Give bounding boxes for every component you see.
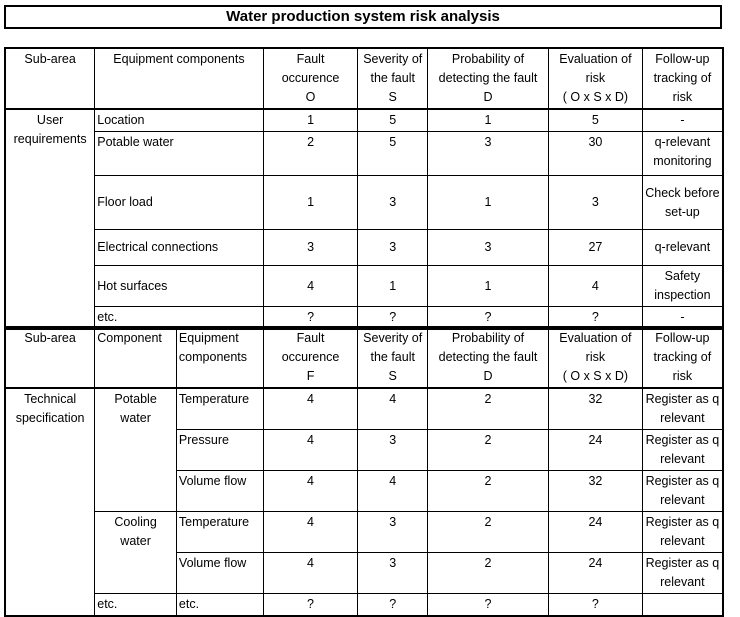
- table-row: [5, 109, 723, 132]
- risk-cell: 24: [549, 553, 643, 594]
- probability-cell: 2: [428, 430, 549, 471]
- follow-up-cell: Register as q relevant: [642, 430, 723, 471]
- follow-up-cell: Register as q relevant: [642, 512, 723, 553]
- header-follow-up: Follow-up tracking of risk: [642, 48, 723, 109]
- severity-cell: 3: [358, 512, 428, 553]
- fault-cell: 1: [263, 109, 358, 132]
- severity-cell: ?: [358, 594, 428, 617]
- component-cell: etc.: [95, 307, 263, 330]
- probability-cell: ?: [428, 594, 549, 617]
- probability-cell: 1: [428, 266, 549, 307]
- severity-cell: 3: [358, 430, 428, 471]
- equipment-cell: Temperature: [176, 512, 263, 553]
- fault-cell: 4: [263, 388, 358, 430]
- follow-up-cell: -: [642, 109, 723, 132]
- sub-area-cell: User requirements: [5, 109, 95, 329]
- header-fault-occurence: Fault occurence F: [263, 327, 358, 388]
- fault-cell: 4: [263, 512, 358, 553]
- severity-cell: 5: [358, 132, 428, 176]
- table-header-row: [5, 48, 723, 109]
- header-sub-area: Sub-area: [5, 48, 95, 109]
- header-probability: Probability of detecting the fault D: [428, 327, 549, 388]
- severity-cell: 3: [358, 230, 428, 266]
- equipment-cell: Volume flow: [176, 471, 263, 512]
- header-probability: Probability of detecting the fault D: [428, 48, 549, 109]
- probability-cell: 2: [428, 471, 549, 512]
- fault-cell: 4: [263, 430, 358, 471]
- header-severity: Severity of the fault S: [358, 327, 428, 388]
- header-sub-area: Sub-area: [5, 327, 95, 388]
- probability-cell: 3: [428, 132, 549, 176]
- risk-cell: 3: [549, 176, 643, 230]
- equipment-cell: etc.: [176, 594, 263, 617]
- risk-cell: 24: [549, 512, 643, 553]
- table-row: [5, 388, 723, 430]
- table-row: [5, 132, 723, 176]
- fault-cell: 1: [263, 176, 358, 230]
- fault-cell: ?: [263, 307, 358, 330]
- user-requirements-table: [4, 47, 724, 330]
- severity-cell: 4: [358, 388, 428, 430]
- follow-up-cell: Register as q relevant: [642, 388, 723, 430]
- header-follow-up: Follow-up tracking of risk: [642, 327, 723, 388]
- table-row: [5, 176, 723, 230]
- severity-cell: 3: [358, 176, 428, 230]
- page-title: Water production system risk analysis: [4, 5, 722, 29]
- severity-cell: 5: [358, 109, 428, 132]
- follow-up-cell: Register as q relevant: [642, 471, 723, 512]
- table-row: [5, 266, 723, 307]
- equipment-cell: Pressure: [176, 430, 263, 471]
- risk-cell: 4: [549, 266, 643, 307]
- probability-cell: 2: [428, 388, 549, 430]
- equipment-cell: Temperature: [176, 388, 263, 430]
- probability-cell: 2: [428, 512, 549, 553]
- follow-up-cell: q-relevant monitoring: [642, 132, 723, 176]
- fault-cell: 4: [263, 553, 358, 594]
- header-component: Component: [95, 327, 177, 388]
- fault-cell: 4: [263, 471, 358, 512]
- header-severity: Severity of the fault S: [358, 48, 428, 109]
- risk-cell: 30: [549, 132, 643, 176]
- technical-specification-table: [4, 326, 724, 617]
- risk-cell: 32: [549, 388, 643, 430]
- table-row: [5, 594, 723, 617]
- component-cell: etc.: [95, 594, 177, 617]
- header-evaluation: Evaluation of risk ( O x S x D): [549, 48, 643, 109]
- severity-cell: ?: [358, 307, 428, 330]
- component-cell: Location: [95, 109, 263, 132]
- component-cell: Electrical connections: [95, 230, 263, 266]
- severity-cell: 4: [358, 471, 428, 512]
- probability-cell: 3: [428, 230, 549, 266]
- header-fault-occurence: Fault occurence O: [263, 48, 358, 109]
- probability-cell: 1: [428, 109, 549, 132]
- probability-cell: ?: [428, 307, 549, 330]
- header-equipment-components: Equipment components: [176, 327, 263, 388]
- header-equipment-components: Equipment components: [95, 48, 263, 109]
- risk-cell: 5: [549, 109, 643, 132]
- risk-cell: ?: [549, 594, 643, 617]
- equipment-cell: Volume flow: [176, 553, 263, 594]
- risk-cell: ?: [549, 307, 643, 330]
- follow-up-cell: Register as q relevant: [642, 553, 723, 594]
- risk-cell: 27: [549, 230, 643, 266]
- component-cell: Hot surfaces: [95, 266, 263, 307]
- risk-cell: 32: [549, 471, 643, 512]
- probability-cell: 2: [428, 553, 549, 594]
- component-cell: Potable water: [95, 132, 263, 176]
- table-row: [5, 230, 723, 266]
- fault-cell: ?: [263, 594, 358, 617]
- fault-cell: 2: [263, 132, 358, 176]
- sub-area-cell: Technical specification: [5, 388, 95, 616]
- component-cell: Floor load: [95, 176, 263, 230]
- follow-up-cell: -: [642, 307, 723, 330]
- follow-up-cell: Check before set-up: [642, 176, 723, 230]
- follow-up-cell: [642, 594, 723, 617]
- table-row: [5, 512, 723, 553]
- follow-up-cell: Safety inspection: [642, 266, 723, 307]
- component-group-potable-water: Potable water: [95, 388, 177, 512]
- table-header-row: [5, 327, 723, 388]
- header-evaluation: Evaluation of risk ( O x S x D): [549, 327, 643, 388]
- follow-up-cell: q-relevant: [642, 230, 723, 266]
- severity-cell: 1: [358, 266, 428, 307]
- risk-cell: 24: [549, 430, 643, 471]
- fault-cell: 4: [263, 266, 358, 307]
- severity-cell: 3: [358, 553, 428, 594]
- probability-cell: 1: [428, 176, 549, 230]
- fault-cell: 3: [263, 230, 358, 266]
- component-group-cooling-water: Cooling water: [95, 512, 177, 594]
